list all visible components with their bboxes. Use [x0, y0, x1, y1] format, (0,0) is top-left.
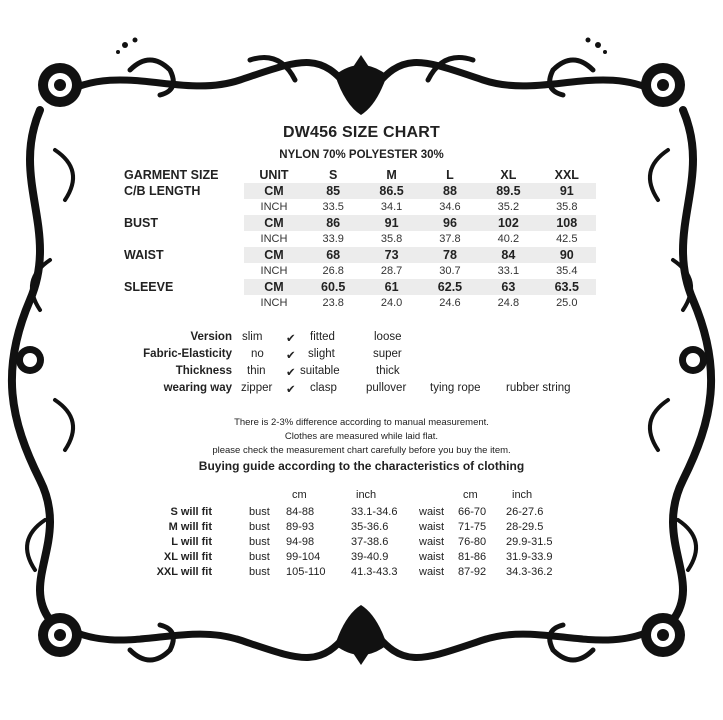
check-icon: ✔	[286, 384, 296, 396]
waist-inch: 29.9-31.5	[506, 536, 553, 548]
header-unit: UNIT	[259, 168, 289, 182]
fit-label: S will fit	[170, 506, 212, 518]
option: slim	[242, 331, 263, 343]
table-row	[124, 295, 596, 311]
measure-label	[124, 295, 244, 311]
table-row	[124, 215, 596, 231]
measure-label: BUST	[124, 216, 159, 230]
value-cell: 24.6	[439, 297, 461, 309]
header-xl: XL	[500, 168, 517, 182]
value-cell: 86	[304, 215, 362, 231]
fit-label: XXL will fit	[156, 566, 212, 578]
bust-label: bust	[249, 506, 270, 518]
value-cell: 35.4	[556, 265, 578, 277]
value-cell: 78	[421, 247, 479, 263]
table-row	[124, 279, 596, 295]
unit-cell: CM	[244, 215, 304, 231]
unit-cell: CM	[244, 247, 304, 263]
option: zipper	[241, 382, 273, 394]
waist-label: waist	[419, 566, 445, 578]
bust-cm: 99-104	[286, 551, 321, 563]
value-cell: 85	[304, 183, 362, 199]
fit-label: M will fit	[168, 521, 212, 533]
bust-label: bust	[249, 551, 270, 563]
waist-label: waist	[419, 521, 445, 533]
bust-inch: 41.3-43.3	[351, 566, 398, 578]
table-row	[124, 263, 596, 279]
value-cell: 40.2	[497, 233, 520, 245]
bust-inch: 33.1-34.6	[351, 506, 398, 518]
header-m: M	[386, 168, 397, 182]
value-cell: 108	[538, 215, 596, 231]
chart-title: DW456 SIZE CHART	[283, 124, 440, 141]
bust-cm: 84-88	[286, 506, 315, 518]
measure-label: SLEEVE	[124, 280, 174, 294]
option: thick	[376, 365, 400, 377]
value-cell: 28.7	[380, 265, 403, 277]
value-cell: 33.9	[322, 233, 344, 245]
value-cell: 35.2	[497, 201, 520, 213]
waist-label: waist	[419, 536, 445, 548]
value-cell: 86.5	[362, 183, 420, 199]
characteristic-label: Fabric-Elasticity	[143, 348, 232, 360]
value-cell: 34.1	[380, 201, 403, 213]
waist-inch: 31.9-33.9	[506, 551, 553, 563]
value-cell: 35.8	[380, 233, 403, 245]
value-cell: 42.5	[556, 233, 578, 245]
header-bust-cm: cm	[292, 489, 307, 501]
value-cell: 24.0	[380, 297, 403, 309]
measure-label	[124, 199, 244, 215]
bust-inch: 37-38.6	[351, 536, 389, 548]
material-composition: NYLON 70% POLYESTER 30%	[279, 149, 444, 161]
value-cell: 63.5	[538, 279, 596, 295]
value-cell: 73	[362, 247, 420, 263]
value-cell: 30.7	[439, 265, 461, 277]
waist-cm: 76-80	[458, 536, 487, 548]
waist-label: waist	[419, 506, 445, 518]
header-waist-cm: cm	[463, 489, 478, 501]
value-cell: 96	[421, 215, 479, 231]
option: tying rope	[430, 382, 481, 394]
value-cell: 33.5	[322, 201, 344, 213]
value-cell: 60.5	[304, 279, 362, 295]
table-row	[124, 183, 596, 199]
value-cell: 24.8	[497, 297, 520, 309]
option-selected: slight	[308, 348, 335, 360]
header-waist-inch: inch	[512, 489, 533, 501]
value-cell: 33.1	[497, 265, 520, 277]
option: pullover	[366, 382, 407, 394]
waist-inch: 26-27.6	[506, 506, 544, 518]
size-table-header	[124, 167, 596, 183]
value-cell: 102	[479, 215, 537, 231]
check-icon: ✔	[286, 350, 296, 362]
check-icon: ✔	[286, 333, 296, 345]
value-cell: 90	[538, 247, 596, 263]
header-garment-size: GARMENT SIZE	[124, 168, 219, 182]
option: rubber string	[506, 382, 571, 394]
header-l: L	[446, 168, 454, 182]
waist-label: waist	[419, 551, 445, 563]
bust-cm: 89-93	[286, 521, 315, 533]
value-cell: 68	[304, 247, 362, 263]
value-cell: 26.8	[322, 265, 344, 277]
characteristic-label: Thickness	[175, 365, 232, 377]
check-icon: ✔	[286, 367, 296, 379]
option: loose	[374, 331, 402, 343]
header-bust-inch: inch	[356, 489, 377, 501]
bust-cm: 94-98	[286, 536, 315, 548]
option: thin	[247, 365, 266, 377]
value-cell: 23.8	[322, 297, 344, 309]
value-cell: 84	[479, 247, 537, 263]
unit-cell: INCH	[260, 201, 288, 213]
measurement-notes	[0, 416, 723, 458]
unit-cell: INCH	[260, 297, 288, 309]
bust-inch: 35-36.6	[351, 521, 389, 533]
value-cell: 61	[362, 279, 420, 295]
table-row	[124, 199, 596, 215]
measure-label	[124, 231, 244, 247]
waist-cm: 71-75	[458, 521, 487, 533]
option-selected: suitable	[300, 365, 340, 377]
unit-cell: CM	[244, 279, 304, 295]
note-line: Clothes are measured while laid flat.	[284, 431, 439, 442]
option-selected: clasp	[310, 382, 337, 394]
waist-cm: 66-70	[458, 506, 487, 518]
measure-label: C/B LENGTH	[124, 184, 201, 198]
value-cell: 91	[362, 215, 420, 231]
bust-label: bust	[249, 521, 270, 533]
value-cell: 35.8	[556, 201, 578, 213]
characteristic-label: Version	[190, 331, 232, 343]
value-cell: 89.5	[479, 183, 537, 199]
value-cell: 91	[538, 183, 596, 199]
value-cell: 63	[479, 279, 537, 295]
unit-cell: INCH	[260, 233, 288, 245]
unit-cell: CM	[244, 183, 304, 199]
bust-inch: 39-40.9	[351, 551, 389, 563]
size-table	[124, 167, 596, 311]
fit-label: L will fit	[171, 536, 212, 548]
waist-cm: 87-92	[458, 566, 487, 578]
characteristic-label: wearing way	[163, 382, 232, 394]
header-s: S	[329, 168, 338, 182]
measure-label	[124, 263, 244, 279]
table-row	[124, 231, 596, 247]
bust-label: bust	[249, 566, 270, 578]
header-xxl: XXL	[554, 168, 579, 182]
note-line: There is 2-3% difference according to manual measurement.	[234, 417, 489, 428]
table-row	[124, 247, 596, 263]
unit-cell: INCH	[260, 265, 288, 277]
waist-cm: 81-86	[458, 551, 487, 563]
value-cell: 37.8	[439, 233, 461, 245]
measure-label: WAIST	[124, 248, 164, 262]
waist-inch: 34.3-36.2	[506, 566, 553, 578]
value-cell: 25.0	[556, 297, 578, 309]
value-cell: 34.6	[439, 201, 461, 213]
buying-guide-title: Buying guide according to the characteristics of clothing	[198, 459, 525, 473]
bust-label: bust	[249, 536, 270, 548]
bust-cm: 105-110	[286, 566, 326, 578]
note-line: please check the measurement chart carefully before you buy the item.	[212, 445, 511, 456]
value-cell: 88	[421, 183, 479, 199]
option-selected: fitted	[310, 331, 335, 343]
value-cell: 62.5	[421, 279, 479, 295]
option: no	[251, 348, 264, 360]
waist-inch: 28-29.5	[506, 521, 544, 533]
fit-label: XL will fit	[163, 551, 212, 563]
option: super	[373, 348, 402, 360]
